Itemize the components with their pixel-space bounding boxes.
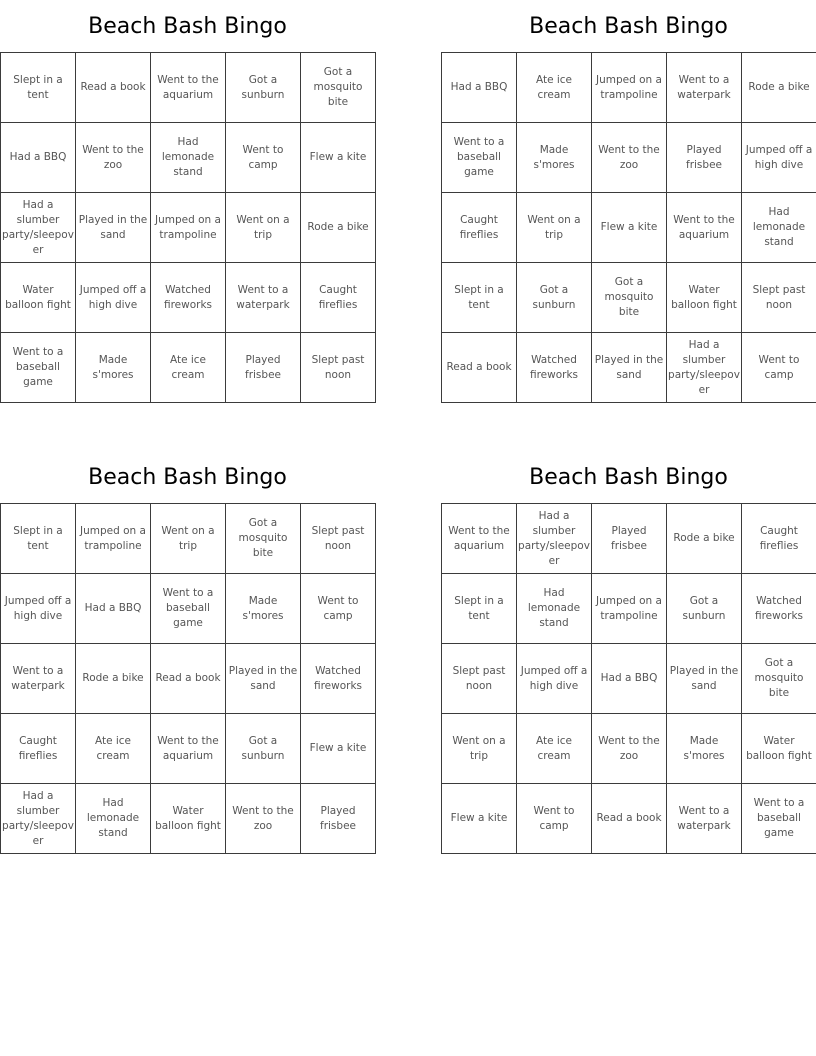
grid-row — [1, 644, 376, 714]
bingo-cell: Water balloon fight — [1, 263, 76, 333]
bingo-cell: Played in the sand — [226, 644, 301, 714]
bingo-cell: Went to the zoo — [592, 123, 667, 193]
bingo-cell: Went to camp — [742, 333, 816, 403]
bingo-cell: Went to a waterpark — [667, 784, 742, 854]
bingo-cell: Slept past noon — [442, 644, 517, 714]
bingo-cell: Played in the sand — [592, 333, 667, 403]
bingo-cell: Water balloon fight — [151, 784, 226, 854]
bingo-cell: Went to a waterpark — [1, 644, 76, 714]
bingo-cell: Rode a bike — [301, 193, 376, 263]
bingo-cell: Had a BBQ — [442, 53, 517, 123]
bingo-cell: Went to the aquarium — [151, 53, 226, 123]
bingo-cell: Jumped on a trampoline — [592, 574, 667, 644]
grid-row — [442, 644, 816, 714]
card-title: Beach Bash Bingo — [529, 14, 728, 39]
bingo-cell: Rode a bike — [667, 504, 742, 574]
bingo-cell: Read a book — [151, 644, 226, 714]
bingo-cell: Got a sunburn — [226, 53, 301, 123]
bingo-cell: Water balloon fight — [667, 263, 742, 333]
bingo-cell: Had lemonade stand — [76, 784, 151, 854]
bingo-cell: Caught fireflies — [442, 193, 517, 263]
bingo-cell: Went to camp — [226, 123, 301, 193]
bingo-cell: Went to the aquarium — [151, 714, 226, 784]
bingo-cell: Caught fireflies — [742, 504, 816, 574]
bingo-cell: Went to a waterpark — [226, 263, 301, 333]
bingo-cell: Went on a trip — [226, 193, 301, 263]
grid-row — [1, 193, 376, 263]
bingo-cell: Made s'mores — [667, 714, 742, 784]
bingo-cell: Went to a baseball game — [442, 123, 517, 193]
bingo-cell: Went to camp — [301, 574, 376, 644]
bingo-cell: Slept past noon — [301, 504, 376, 574]
bingo-cell: Caught fireflies — [1, 714, 76, 784]
bingo-cell: Read a book — [442, 333, 517, 403]
bingo-cell: Went to the zoo — [76, 123, 151, 193]
bingo-grid — [441, 503, 816, 854]
bingo-cell: Flew a kite — [592, 193, 667, 263]
bingo-cell: Went to a baseball game — [742, 784, 816, 854]
bingo-cell: Slept in a tent — [442, 263, 517, 333]
grid-row — [442, 193, 816, 263]
bingo-cell: Flew a kite — [301, 714, 376, 784]
bingo-cell: Slept in a tent — [442, 574, 517, 644]
bingo-cell: Caught fireflies — [301, 263, 376, 333]
bingo-cell: Went to camp — [517, 784, 592, 854]
bingo-cell: Got a mosquito bite — [592, 263, 667, 333]
bingo-cell: Made s'mores — [517, 123, 592, 193]
bingo-cell: Jumped on a trampoline — [151, 193, 226, 263]
bingo-cell: Had a slumber party/sleepover — [1, 193, 76, 263]
bingo-cell: Flew a kite — [442, 784, 517, 854]
card-title: Beach Bash Bingo — [88, 465, 287, 490]
bingo-card-1 — [0, 12, 375, 388]
bingo-cell: Jumped on a trampoline — [592, 53, 667, 123]
bingo-grid — [0, 52, 376, 403]
bingo-cell: Went to the aquarium — [442, 504, 517, 574]
bingo-cell: Went to the zoo — [226, 784, 301, 854]
bingo-cell: Went to a waterpark — [667, 53, 742, 123]
bingo-cell: Jumped off a high dive — [76, 263, 151, 333]
bingo-cell: Read a book — [76, 53, 151, 123]
bingo-cell: Watched fireworks — [151, 263, 226, 333]
bingo-cell: Got a sunburn — [517, 263, 592, 333]
bingo-grid — [0, 503, 376, 854]
bingo-cell: Went to the aquarium — [667, 193, 742, 263]
bingo-cell: Got a mosquito bite — [301, 53, 376, 123]
bingo-cell: Made s'mores — [76, 333, 151, 403]
bingo-cell: Got a sunburn — [226, 714, 301, 784]
bingo-cell: Rode a bike — [742, 53, 816, 123]
bingo-cell: Ate ice cream — [76, 714, 151, 784]
card-title: Beach Bash Bingo — [529, 465, 728, 490]
bingo-cell: Watched fireworks — [517, 333, 592, 403]
bingo-cell: Played frisbee — [301, 784, 376, 854]
bingo-card-3 — [0, 463, 375, 847]
bingo-cell: Slept in a tent — [1, 504, 76, 574]
bingo-cell: Played frisbee — [667, 123, 742, 193]
grid-row — [1, 53, 376, 123]
bingo-cell: Made s'mores — [226, 574, 301, 644]
bingo-cell: Flew a kite — [301, 123, 376, 193]
bingo-cell: Went to a baseball game — [151, 574, 226, 644]
bingo-cell: Ate ice cream — [517, 714, 592, 784]
grid-row — [442, 263, 816, 333]
bingo-cell: Had a BBQ — [76, 574, 151, 644]
bingo-cell: Had a BBQ — [1, 123, 76, 193]
grid-row — [1, 333, 376, 403]
bingo-cell: Got a mosquito bite — [742, 644, 816, 714]
grid-row — [442, 714, 816, 784]
grid-row — [1, 784, 376, 854]
bingo-cell: Water balloon fight — [742, 714, 816, 784]
bingo-cell: Went to the zoo — [592, 714, 667, 784]
bingo-cell: Had a slumber party/sleepover — [1, 784, 76, 854]
bingo-cell: Watched fireworks — [742, 574, 816, 644]
bingo-cell: Had lemonade stand — [517, 574, 592, 644]
grid-row — [442, 504, 816, 574]
bingo-cell: Got a sunburn — [667, 574, 742, 644]
bingo-cell: Had a slumber party/sleepover — [517, 504, 592, 574]
bingo-cell: Played in the sand — [76, 193, 151, 263]
bingo-cell: Went on a trip — [517, 193, 592, 263]
bingo-grid — [441, 52, 816, 403]
bingo-cell: Jumped off a high dive — [742, 123, 816, 193]
grid-row — [442, 123, 816, 193]
bingo-cell: Read a book — [592, 784, 667, 854]
grid-row — [1, 263, 376, 333]
bingo-cell: Went on a trip — [151, 504, 226, 574]
bingo-cell: Rode a bike — [76, 644, 151, 714]
bingo-cell: Ate ice cream — [517, 53, 592, 123]
grid-row — [1, 714, 376, 784]
grid-row — [442, 333, 816, 403]
bingo-card-2 — [441, 12, 816, 396]
bingo-cell: Had lemonade stand — [742, 193, 816, 263]
grid-row — [1, 123, 376, 193]
bingo-cell: Slept past noon — [301, 333, 376, 403]
grid-row — [442, 53, 816, 123]
bingo-card-4 — [441, 463, 816, 839]
bingo-cell: Jumped on a trampoline — [76, 504, 151, 574]
grid-row — [442, 784, 816, 854]
bingo-cell: Ate ice cream — [151, 333, 226, 403]
grid-row — [1, 504, 376, 574]
grid-row — [442, 574, 816, 644]
bingo-cell: Had a slumber party/sleepover — [667, 333, 742, 403]
card-title: Beach Bash Bingo — [88, 14, 287, 39]
bingo-cell: Slept past noon — [742, 263, 816, 333]
bingo-cell: Jumped off a high dive — [1, 574, 76, 644]
bingo-cell: Went to a baseball game — [1, 333, 76, 403]
bingo-cell: Jumped off a high dive — [517, 644, 592, 714]
bingo-cell: Had lemonade stand — [151, 123, 226, 193]
grid-row — [1, 574, 376, 644]
bingo-cell: Played frisbee — [226, 333, 301, 403]
bingo-cell: Got a mosquito bite — [226, 504, 301, 574]
bingo-cell: Slept in a tent — [1, 53, 76, 123]
bingo-cell: Watched fireworks — [301, 644, 376, 714]
bingo-cell: Played in the sand — [667, 644, 742, 714]
bingo-cell: Went on a trip — [442, 714, 517, 784]
bingo-cell: Had a BBQ — [592, 644, 667, 714]
bingo-cell: Played frisbee — [592, 504, 667, 574]
